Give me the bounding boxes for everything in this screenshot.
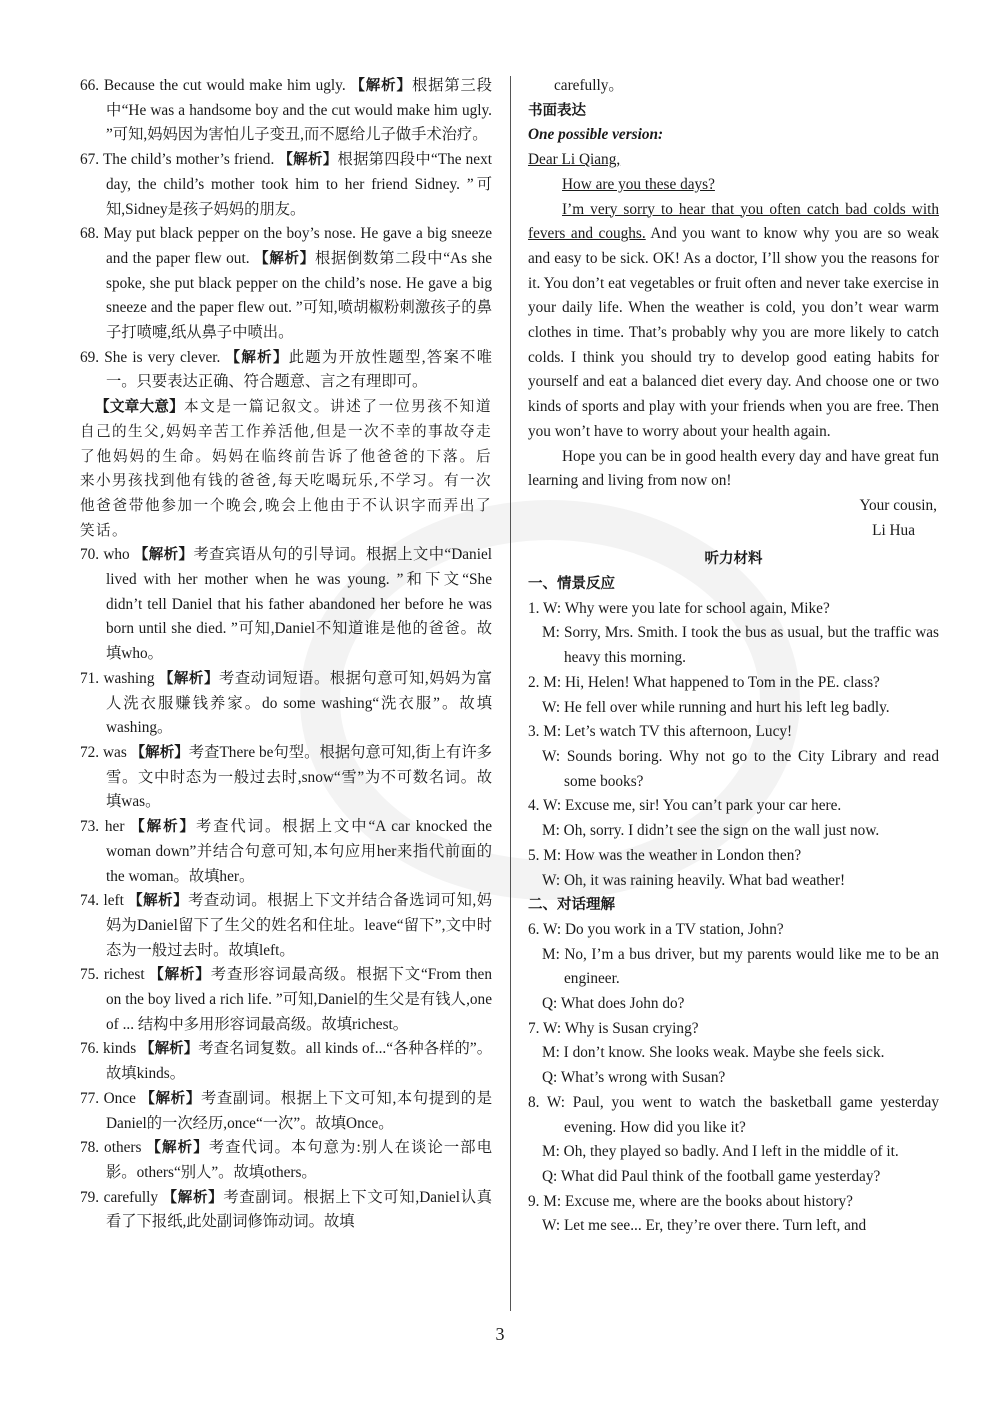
answer-77: 77. Once 【解析】考查副词。根据上下文可知,本句提到的是Daniel的一次经历,once“一次”。故填Once。 bbox=[80, 1089, 493, 1132]
dialogue-9 bbox=[528, 1190, 939, 1239]
dialogue-1 bbox=[528, 597, 939, 671]
answer-73: 73. her 【解析】考查代词。根据上文中“A car knocked the woman down”并结合句意可知,本句应用her来指代前面的the woman。故填her。 bbox=[80, 818, 492, 885]
letter-signature: Li Hua bbox=[872, 521, 915, 539]
dialogue-line: 9. M: Excuse me, where are the books about history? bbox=[528, 1192, 853, 1210]
dialogue-line: 5. M: How was the weather in London then? bbox=[528, 846, 802, 864]
letter-paragraph-2: I’m very sorry to hear that you often catch bad colds with fevers and coughs. And you want to know why you are so weak and easy to be sick. OK! As a doctor, I’ll show you the reasons for it. You don’t eat vegetables or fruit often and never take exercise in your daily life. When the weather is cold, you don’t wear warm clothes in time. That’s probably why you are more likely to catch colds. I think you should try to develop good eating habits for yourself and eat a balanced diet every day. And choose one or two kinds of sports and play with your friends when you are free. Then you won’t have to worry about your health again. bbox=[528, 200, 940, 440]
answer-67: 67. The child’s mother’s friend. 【解析】根据第四段中“The next day, the child’s mother took him to her friend Sidney. ”可知,Sidney是孩子妈妈的朋友。 bbox=[80, 151, 492, 218]
version-label: One possible version: bbox=[528, 126, 664, 144]
dialogue-line: 4. W: Excuse me, sir! You can’t park your car here. bbox=[528, 797, 842, 815]
dialogue-7 bbox=[528, 1017, 939, 1091]
answer-70: 70. who 【解析】考查宾语从句的引导词。根据上文中“Daniel lived with her mother when he was young. ”和下文“She didn’t tell Daniel that his father abandoned her before he was born until she died. ”可知,Daniel不知道谁是他的爸爸。故填who。 bbox=[80, 546, 492, 663]
dialogue-line: W: Oh, it was raining heavily. What bad weather! bbox=[542, 871, 846, 889]
dialogue-line: M: I don’t know. She looks weak. Maybe she feels sick. bbox=[542, 1044, 885, 1062]
dialogue-line: M: No, I’m a bus driver, but my parents would like me to be an engineer. bbox=[542, 945, 939, 988]
dialogue-line: Q: What does John do? bbox=[542, 995, 685, 1013]
page-number: 3 bbox=[495, 1324, 505, 1344]
dialogue-line: 1. W: Why were you late for school again, Mike? bbox=[528, 599, 830, 617]
dialogue-line: 3. M: Let’s watch TV this afternoon, Lucy! bbox=[528, 723, 793, 741]
dialogue-line: 7. W: Why is Susan crying? bbox=[528, 1019, 699, 1037]
answer-68: 68. May put black pepper on the boy’s nose. He gave a big sneeze and the paper flew out. 【解析】根据倒数第二段中“As she spoke, she put black pepper on the child’s nose. He gave a big sneeze and the paper flew out. ”可知,喷胡椒粉刺激孩子的鼻子打喷嚏,纸从鼻子中喷出。 bbox=[80, 225, 493, 342]
dialogue-line: 2. M: Hi, Helen! What happened to Tom in the PE. class? bbox=[528, 673, 880, 691]
answer-72: 72. was 【解析】考查There be句型。根据句意可知,街上有许多雪。文中时态为一般过去时,snow“雪”为不可数名词。故填was。 bbox=[80, 743, 492, 811]
section-dialogue-comprehension: 二、对话理解 bbox=[528, 897, 615, 914]
left-column bbox=[80, 74, 492, 1235]
answer-71: 71. washing 【解析】考查动词短语。根据句意可知,妈妈为富人洗衣服赚钱养家。do some washing“洗衣服”。故填washing。 bbox=[80, 669, 493, 737]
dialogue-line: Q: What did Paul think of the football game yesterday? bbox=[542, 1167, 881, 1185]
dialogue-line: W: Let me see... Er, they’re over there. Turn left, and bbox=[542, 1217, 867, 1235]
dialogue-line: W: Sounds boring. Why not go to the City Library and read some books? bbox=[542, 747, 939, 790]
dialogue-line: Q: What’s wrong with Susan? bbox=[542, 1069, 726, 1087]
answer-79-continued: carefully。 bbox=[554, 77, 624, 94]
answer-79: 79. carefully 【解析】考查副词。根据上下文可知,Daniel认真看了下报纸,此处副词修饰动词。故填 bbox=[80, 1188, 493, 1231]
answer-76: 76. kinds 【解析】考查名词复数。all kinds of...“各种各样的”。故填kinds。 bbox=[80, 1040, 493, 1083]
dialogue-5 bbox=[528, 844, 939, 893]
dialogue-line: 6. W: Do you work in a TV station, John? bbox=[528, 920, 784, 938]
section-situational-response: 一、情景反应 bbox=[528, 576, 615, 593]
listening-title: 听力材料 bbox=[704, 551, 763, 568]
letter-paragraph-1: How are you these days? bbox=[562, 175, 715, 193]
dialogue-line: 8. W: Paul, you went to watch the basketball game yesterday evening. How did you like it? bbox=[528, 1093, 939, 1136]
dialogue-line: M: Oh, they played so badly. And I left in the middle of it. bbox=[542, 1143, 899, 1161]
dialogue-line: W: He fell over while running and hurt his left leg badly. bbox=[542, 698, 890, 716]
dialogue-6 bbox=[528, 918, 939, 1017]
answer-66: 66. Because the cut would make him ugly. 【解析】根据第三段中“He was a handsome boy and the cut would make him ugly. ”可知,妈妈因为害怕儿子变丑,而不愿给儿子做手术治疗。 bbox=[80, 77, 492, 144]
answer-74: 74. left 【解析】考查动词。根据上下文并结合备选词可知,妈妈为Daniel留下了生父的姓名和住址。leave“留下”,文中时态为一般过去时。故填left。 bbox=[80, 892, 493, 959]
dialogue-line: M: Oh, sorry. I didn’t see the sign on the wall just now. bbox=[542, 822, 880, 840]
dialogue-4 bbox=[528, 794, 939, 843]
dialogue-3 bbox=[528, 720, 939, 794]
writing-section-title: 书面表达 bbox=[528, 102, 586, 119]
answer-69: 69. She is very clever. 【解析】此题为开放性题型,答案不唯一。只要表达正确、符合题意、言之有理即可。 bbox=[80, 348, 493, 391]
article-summary: 【文章大意】本文是一篇记叙文。讲述了一位男孩不知道自己的生父,妈妈辛苦工作养活他,但是一次不幸的事故夺走了他妈妈的生命。妈妈在临终前告诉了他爸爸的下落。后来小男孩找到他有钱的爸爸,每天吃喝玩乐,不学习。有一次他爸爸带他参加一个晚会,晚会上他由于不认识字而弄出了笑话。 bbox=[80, 398, 492, 539]
right-column bbox=[528, 74, 939, 1239]
column-divider bbox=[510, 76, 511, 1311]
letter-paragraph-3: Hope you can be in good health every day and have great fun learning and living from now on! bbox=[528, 447, 939, 490]
dialogue-line: M: Sorry, Mrs. Smith. I took the bus as usual, but the traffic was heavy this morning. bbox=[542, 624, 939, 667]
letter-closing: Your cousin, bbox=[859, 496, 937, 514]
dialogue-2 bbox=[528, 671, 939, 720]
dialogue-8 bbox=[528, 1091, 939, 1190]
letter-greeting: Dear Li Qiang, bbox=[528, 151, 621, 169]
answer-75: 75. richest 【解析】考查形容词最高级。根据下文“From then on the boy lived a rich life. ”可知,Daniel的生父是有钱人,one of ... 结构中多用形容词最高级。故填richest。 bbox=[80, 966, 492, 1033]
answer-78: 78. others 【解析】考查代词。本句意为:别人在谈论一部电影。others“别人”。故填others。 bbox=[80, 1139, 492, 1181]
